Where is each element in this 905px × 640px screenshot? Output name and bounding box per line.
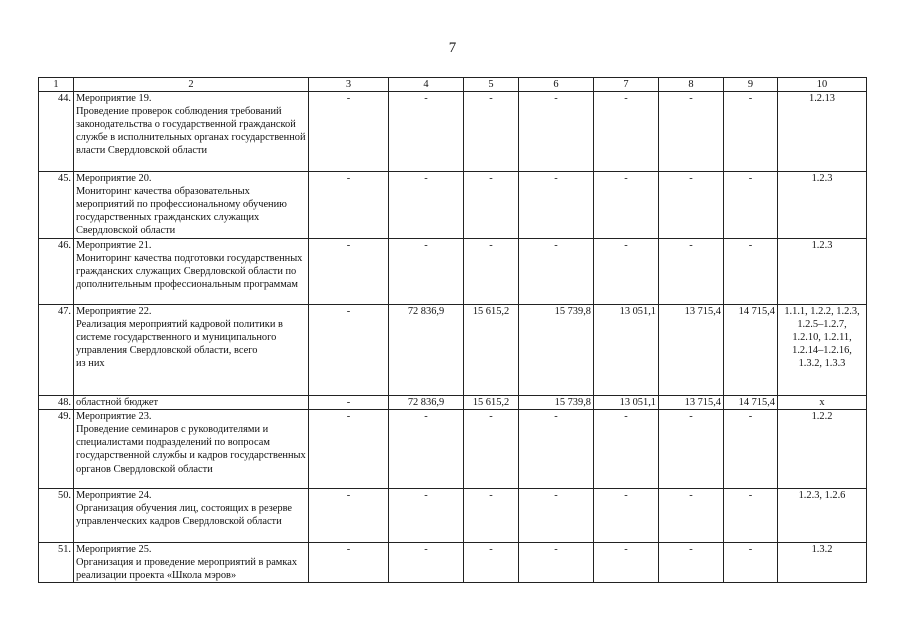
value-cell: - [464, 410, 519, 489]
value-cell: 13 051,1 [594, 305, 659, 396]
row-description: Мероприятие 24. Организация обучения лиц, состоящих в резерве управленческих кадров Свердловской области [74, 489, 309, 543]
header-cell: 8 [659, 78, 724, 92]
reference-cell: 1.2.3, 1.2.6 [778, 489, 867, 543]
value-cell: - [519, 489, 594, 543]
table-row [39, 489, 867, 543]
page-number: 7 [448, 40, 457, 56]
value-cell: - [309, 489, 389, 543]
value-cell: - [464, 92, 519, 172]
value-cell: 15 739,8 [519, 305, 594, 396]
header-cell: 1 [39, 78, 74, 92]
value-cell: - [594, 489, 659, 543]
header-cell: 6 [519, 78, 594, 92]
value-cell: - [659, 239, 724, 305]
value-cell: - [309, 305, 389, 396]
value-cell: - [594, 543, 659, 583]
reference-cell: х [778, 396, 867, 410]
table-row [39, 239, 867, 305]
value-cell: - [519, 239, 594, 305]
row-number: 50. [39, 489, 74, 543]
table-row [39, 92, 867, 172]
row-description: Мероприятие 23. Проведение семинаров с руководителями и специалистами подразделений по вопросам государственной службы и кадров государственных органов Свердловской области [74, 410, 309, 489]
value-cell: 13 715,4 [659, 305, 724, 396]
value-cell: - [594, 172, 659, 239]
header-cell: 5 [464, 78, 519, 92]
value-cell: - [519, 92, 594, 172]
value-cell: - [659, 410, 724, 489]
value-cell: - [519, 410, 594, 489]
row-description: Мероприятие 25. Организация и проведение мероприятий в рамках реализации проекта «Школа мэров» [74, 543, 309, 583]
value-cell: - [519, 172, 594, 239]
value-cell: - [594, 92, 659, 172]
value-cell: - [464, 489, 519, 543]
table-row [39, 410, 867, 489]
header-row [39, 78, 867, 92]
header-cell: 2 [74, 78, 309, 92]
row-description: Мероприятие 21. Мониторинг качества подготовки государственных гражданских служащих Свердловской области по дополнительным профессиональным программам [74, 239, 309, 305]
row-description: Мероприятие 19. Проведение проверок соблюдения требований законодательства о государственной гражданской службе в исполнительных органах государственной власти Свердловской области [74, 92, 309, 172]
value-cell: - [724, 489, 778, 543]
row-number: 45. [39, 172, 74, 239]
value-cell: - [724, 239, 778, 305]
value-cell: - [594, 410, 659, 489]
value-cell: 15 615,2 [464, 396, 519, 410]
value-cell: - [309, 543, 389, 583]
value-cell: 72 836,9 [389, 305, 464, 396]
reference-cell: 1.2.13 [778, 92, 867, 172]
value-cell: - [389, 410, 464, 489]
reference-cell: 1.2.3 [778, 239, 867, 305]
value-cell: - [389, 172, 464, 239]
row-description: Мероприятие 20. Мониторинг качества образовательных мероприятий по профессиональному обучению государственных гражданских служащих Свердловской области [74, 172, 309, 239]
header-cell: 4 [389, 78, 464, 92]
row-description: Мероприятие 22. Реализация мероприятий кадровой политики в системе государственного и муниципального управления Свердловской области, всего из них [74, 305, 309, 396]
value-cell: 14 715,4 [724, 305, 778, 396]
value-cell: 72 836,9 [389, 396, 464, 410]
program-table [38, 77, 867, 583]
table-row [39, 305, 867, 396]
value-cell: - [389, 543, 464, 583]
value-cell: - [309, 239, 389, 305]
value-cell: - [659, 489, 724, 543]
value-cell: 14 715,4 [724, 396, 778, 410]
row-number: 44. [39, 92, 74, 172]
value-cell: - [389, 239, 464, 305]
value-cell: - [464, 239, 519, 305]
row-number: 46. [39, 239, 74, 305]
value-cell: - [309, 92, 389, 172]
row-number: 48. [39, 396, 74, 410]
value-cell: - [309, 172, 389, 239]
value-cell: - [309, 396, 389, 410]
header-cell: 9 [724, 78, 778, 92]
value-cell: - [724, 92, 778, 172]
table-row [39, 543, 867, 583]
value-cell: - [464, 172, 519, 239]
row-description: областной бюджет [74, 396, 309, 410]
row-number: 51. [39, 543, 74, 583]
header-cell: 7 [594, 78, 659, 92]
value-cell: 15 739,8 [519, 396, 594, 410]
reference-cell: 1.1.1, 1.2.2, 1.2.3, 1.2.5–1.2.7, 1.2.10, 1.2.11, 1.2.14–1.2.16, 1.3.2, 1.3.3 [778, 305, 867, 396]
value-cell: 13 715,4 [659, 396, 724, 410]
value-cell: - [724, 172, 778, 239]
reference-cell: 1.2.3 [778, 172, 867, 239]
value-cell: - [594, 239, 659, 305]
value-cell: - [659, 172, 724, 239]
table-row [39, 172, 867, 239]
row-number: 49. [39, 410, 74, 489]
value-cell: - [659, 92, 724, 172]
value-cell: - [309, 410, 389, 489]
row-number: 47. [39, 305, 74, 396]
value-cell: 15 615,2 [464, 305, 519, 396]
value-cell: - [389, 92, 464, 172]
value-cell: 13 051,1 [594, 396, 659, 410]
reference-cell: 1.3.2 [778, 543, 867, 583]
value-cell: - [389, 489, 464, 543]
reference-cell: 1.2.2 [778, 410, 867, 489]
value-cell: - [464, 543, 519, 583]
value-cell: - [519, 543, 594, 583]
header-cell: 3 [309, 78, 389, 92]
value-cell: - [724, 410, 778, 489]
value-cell: - [659, 543, 724, 583]
value-cell: - [724, 543, 778, 583]
table-row [39, 396, 867, 410]
header-cell: 10 [778, 78, 867, 92]
